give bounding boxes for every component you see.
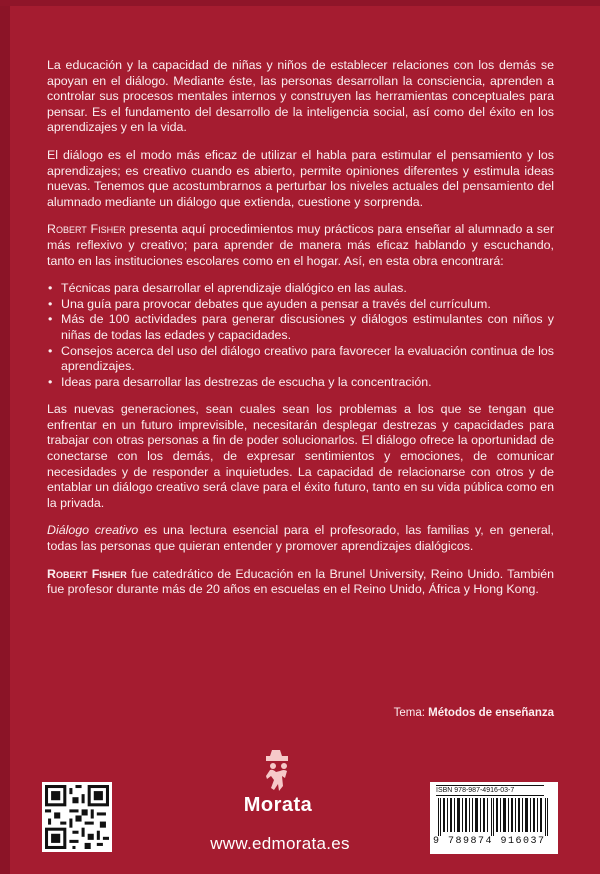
author-name: Robert Fisher bbox=[47, 222, 126, 237]
author-bio-text: fue catedrático de Educación en la Brunel University, Reino Unido. También fue profesor durante más de 20 años en escuelas en el Reino Unido, África y Hong Kong. bbox=[47, 566, 554, 597]
list-item: • Más de 100 actividades para generar discusiones y diálogos estimulantes con niños y niñas de todas las edades y capacidades. bbox=[47, 312, 554, 343]
cover-edge-top bbox=[0, 0, 600, 6]
paragraph-author-presents-text: presenta aquí procedimientos muy prácticos para enseñar al alumnado a ser más reflexivo y creativo; para aprender de manera más eficaz hablando y escuchando, tanto en las instituciones escolares como en el hogar. Así, en esta obra encontrará: bbox=[47, 222, 554, 268]
isbn-barcode bbox=[430, 782, 558, 854]
publisher-website[interactable]: www.edmorata.es bbox=[210, 834, 350, 853]
paragraph-summary bbox=[47, 523, 554, 554]
isbn-label: ISBN 978-987-4916-03-7 bbox=[436, 785, 544, 796]
author-bio-name: Robert Fisher bbox=[47, 566, 127, 581]
back-cover-text bbox=[47, 58, 554, 610]
paragraph-generations: Las nuevas generaciones, sean cuales sean los problemas a los que se tengan que enfrentar en un futuro imprevisible, necesitarán desplegar destrezas y capacidades para trabajar con otras personas a fin de poder solucionarlos. El diálogo ofrece la oportunidad de conectarse con los demás, de expresar sentimientos y emociones, de comunicar necesidades y de responder a inquietudes. La capacidad de relacionarse con otros y de entablar un diálogo creativo será clave para el éxito futuro, tanto en su vida pública como en la privada. bbox=[47, 402, 554, 510]
paragraph-intro: La educación y la capacidad de niñas y niños de establecer relaciones con los demás se apoyan en el diálogo. Mediante éste, las personas desarrollan la consciencia, aprenden a controlar sus procesos mentales internos y construyen las herramientas conceptuales para pensar. Es el fundamento del desarrollo de la inteligencia social, así como del éxito en los aprendizajes y en la vida. bbox=[47, 58, 554, 135]
publisher-logo bbox=[232, 748, 324, 817]
subject-label: Tema: bbox=[393, 707, 429, 719]
contents-list bbox=[47, 281, 554, 390]
subject-value: Métodos de enseñanza bbox=[428, 707, 554, 719]
list-item: • Ideas para desarrollar las destrezas de escucha y la concentración. bbox=[47, 375, 554, 391]
author-bio bbox=[47, 567, 554, 598]
subject-tag bbox=[394, 707, 554, 719]
book-title: Diálogo creativo bbox=[47, 523, 139, 538]
list-item: • Una guía para provocar debates que ayuden a pensar a través del currículum. bbox=[47, 297, 554, 313]
qr-code-icon bbox=[45, 785, 109, 849]
publisher-name: Morata bbox=[243, 794, 313, 816]
cover-edge bbox=[0, 0, 10, 874]
barcode-digits: 9 789874 916037 bbox=[433, 836, 546, 847]
barcode-icon bbox=[436, 798, 552, 836]
paragraph-author-presents bbox=[47, 222, 554, 269]
list-item: • Consejos acerca del uso del diálogo creativo para favorecer la evaluación continua de los aprendizajes. bbox=[47, 344, 554, 375]
dancers-logo-icon bbox=[258, 748, 298, 792]
paragraph-dialogue: El diálogo es el modo más eficaz de utilizar el habla para estimular el pensamiento y los aprendizajes; es creativo cuando es abierto, permite opiniones diferentes y estimula ideas nuevas. Tenemos que acostumbrarnos a perturbar los niveles actuales del pensamiento del alumnado mediante un diálogo que extienda, cuestione y sorprenda. bbox=[47, 147, 554, 209]
list-item: • Técnicas para desarrollar el aprendizaje dialógico en las aulas. bbox=[47, 281, 554, 297]
paragraph-summary-text: es una lectura esencial para el profesorado, las familias y, en general, todas las personas que quieran entender y promover aprendizajes dialógicos. bbox=[47, 523, 554, 554]
qr-code bbox=[42, 782, 112, 852]
